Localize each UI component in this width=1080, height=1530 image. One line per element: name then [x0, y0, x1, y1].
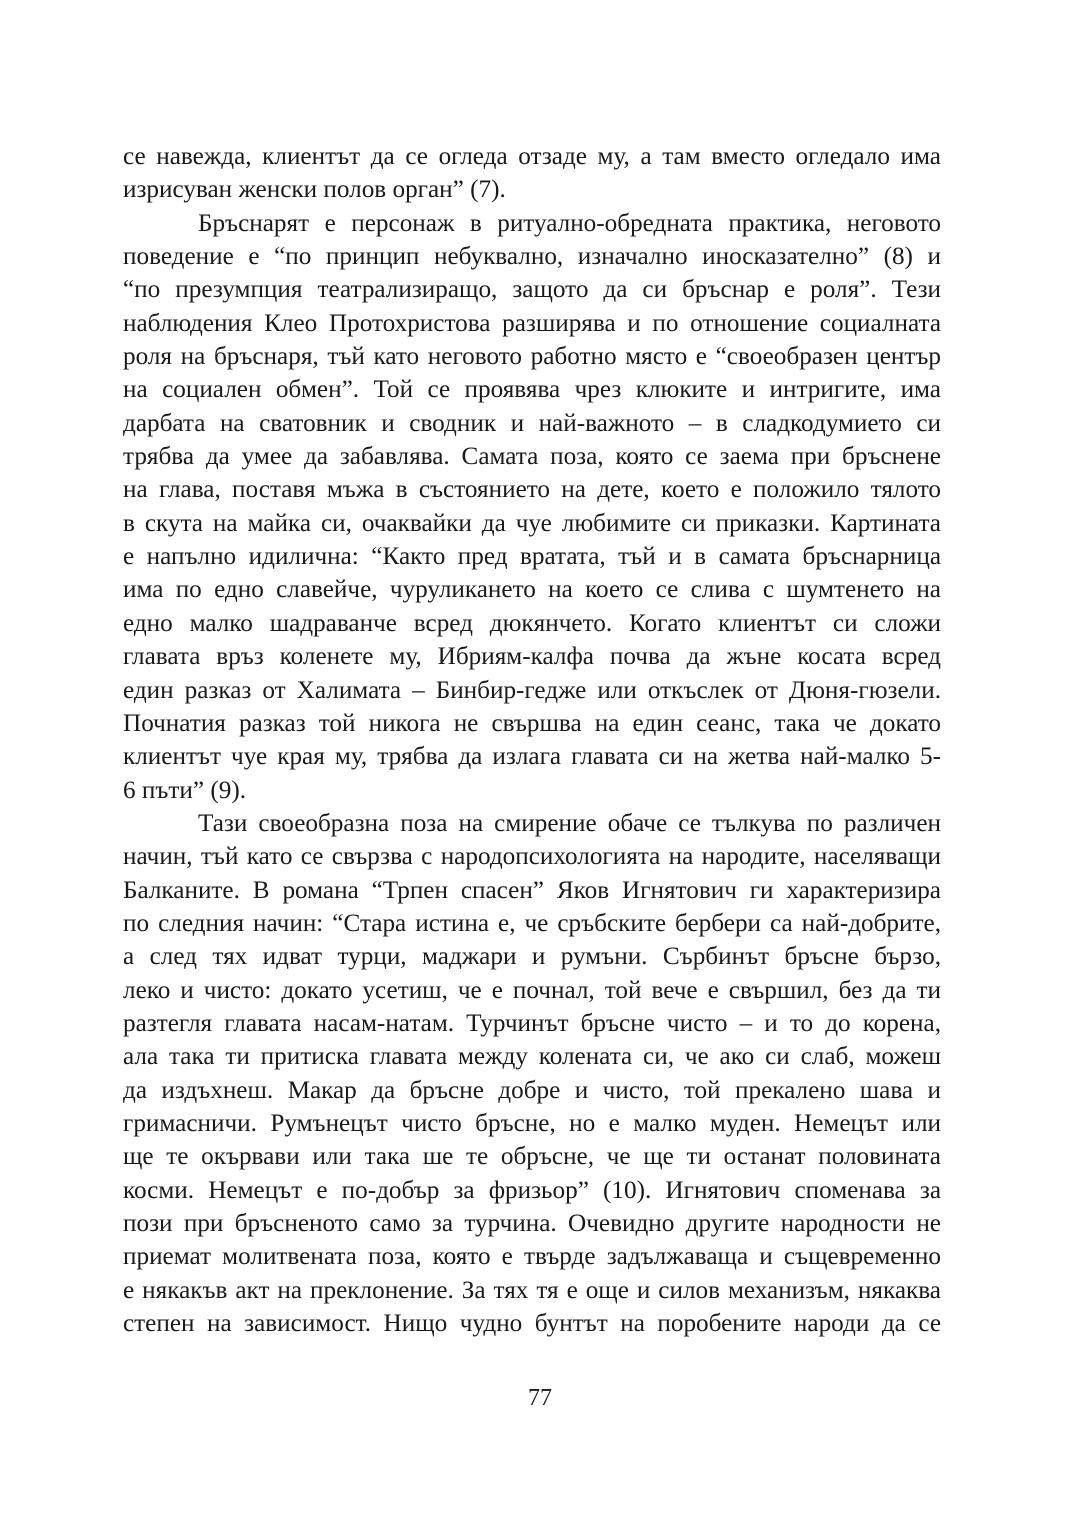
text-line: ще те окървави или така ше те обръсне, че ще ти останат половината [123, 1143, 941, 1171]
text-line: Балканите. В романа “Трпен спасен” Яков Игнятович ги характеризира [123, 876, 941, 904]
text-line: разтегля главата насам-натам. Турчинът бръсне чисто – и то до корена, [123, 1009, 941, 1037]
text-line: главата връз коленете му, Ибриям-калфа почва да жъне косата всред [123, 643, 941, 671]
text-line: клиентът чуе края му, трябва да излага главата си на жетва най-малко 5- [123, 743, 941, 771]
text-line: е напълно идилична: “Както пред вратата, тъй и в самата бръснарница [123, 543, 941, 571]
text-line: е някакъв акт на преклонение. За тях тя е още и силов механизъм, някаква [123, 1276, 941, 1304]
text-line: едно малко шадраванче всред дюкянчето. Когато клиентът си сложи [123, 609, 941, 637]
text-line: трябва да умее да забавлява. Самата поза, която се заема при бръснене [123, 443, 941, 471]
text-line: по следния начин: “Стара истина е, че сръбските бербери са най-добрите, [123, 909, 941, 937]
text-line: Бръснарят е персонаж в ритуално-обредната практика, неговото [198, 209, 941, 237]
text-line: се навежда, клиентът да се огледа отзаде му, а там вместо огледало има [123, 143, 941, 170]
text-line: косми. Немецът е по-добър за фризьор” (10). Игнятович споменава за [123, 1176, 941, 1204]
text-line: един разказ от Халимата – Бинбир-гедже или откъслек от Дюня-гюзели. [123, 676, 941, 704]
text-line: изрисуван женски полов орган” (7). [123, 176, 506, 204]
text-line: наблюдения Клео Протохристова разширява и по отношение социалната [123, 309, 941, 337]
text-line: “по презумпция театрализиращо, защото да си бръснар е роля”. Тези [123, 276, 941, 304]
text-line: ала така ти притиска главата между колената си, че ако си слаб, можеш [123, 1043, 941, 1071]
text-line: поведение е “по принцип небуквално, изначално иносказателно” (8) и [123, 243, 941, 271]
text-line: а след тях идват турци, маджари и румъни. Сърбинът бръсне бързо, [123, 943, 941, 971]
body-text [123, 140, 941, 1340]
text-line: приемат молитвената поза, която е твърде задължаваща и същевременно [123, 1243, 941, 1271]
text-line: да издъхнеш. Макар да бръсне добре и чисто, той прекалено шава и [123, 1076, 941, 1104]
text-line: пози при бръсненото само за турчина. Очевидно другите народности не [123, 1210, 941, 1237]
text-line: степен на зависимост. Нищо чудно бунтът на поробените народи да се [123, 1310, 941, 1338]
text-line: гримасничи. Румънецът чисто бръсне, но е малко муден. Немецът или [123, 1109, 941, 1137]
text-line: Почнатия разказ той никога не свършва на един сеанс, така че докато [123, 709, 941, 737]
text-line: дарбата на сватовник и сводник и най-важното – в сладкодумието си [123, 409, 941, 437]
page-number: 77 [528, 1385, 552, 1411]
text-line: на социален обмен”. Той се проявява чрез клюките и интригите, има [123, 376, 941, 404]
text-line: на глава, поставя мъжа в състоянието на дете, което е положило тялото [123, 476, 941, 504]
text-line: Тази своеобразна поза на смирение обаче се тълкува по различен [198, 809, 941, 837]
text-line: роля на бръснаря, тъй като неговото работно място е “своеобразен център [123, 343, 941, 371]
text-line: 6 пъти” (9). [123, 776, 247, 804]
text-line: в скута на майка си, очаквайки да чуе любимите си приказки. Картината [123, 509, 941, 537]
text-line: леко и чисто: докато усетиш, че е почнал, той вече е свършил, без да ти [123, 976, 941, 1004]
text-line: начин, тъй като се свързва с народопсихологията на народите, населяващи [123, 843, 941, 871]
text-line: има по едно славейче, чуруликането на което се слива с шумтенето на [123, 576, 941, 604]
